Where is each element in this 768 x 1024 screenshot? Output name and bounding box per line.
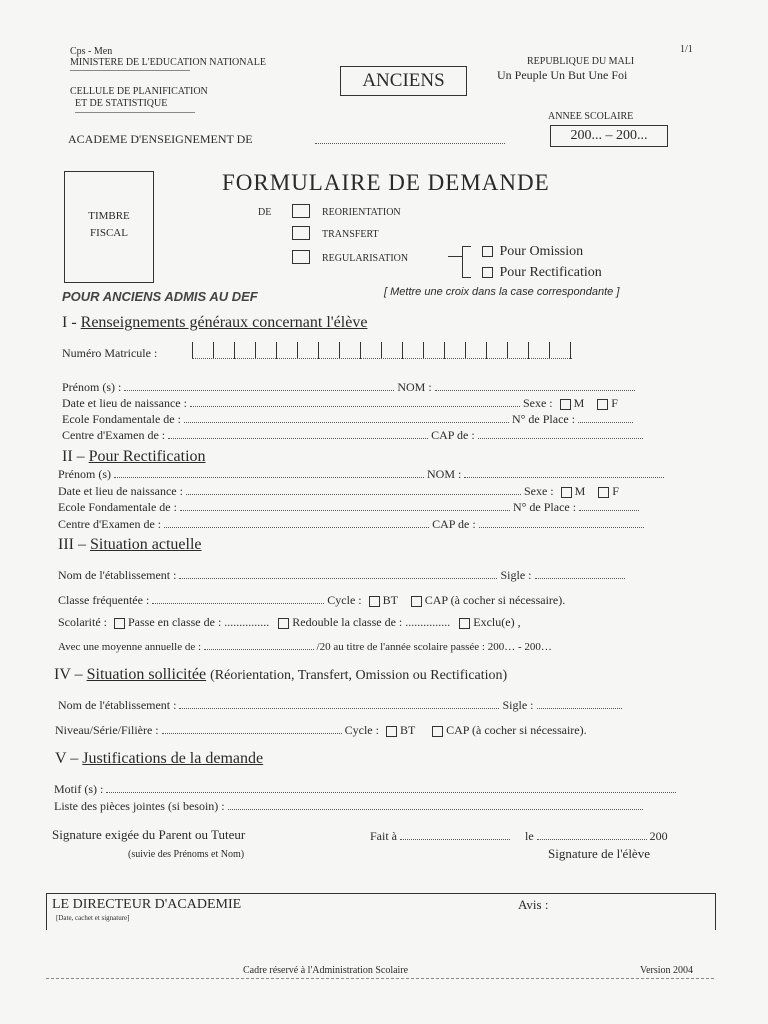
- scolarite-row: [58, 615, 521, 630]
- cadre-label: Cadre réservé à l'Administration Scolaire: [243, 965, 409, 976]
- ecole-label: Ecole Fondamentale de :: [62, 412, 181, 426]
- cycle3-cap-checkbox[interactable]: [411, 596, 422, 607]
- academie-field[interactable]: [315, 134, 505, 144]
- scolarite-label: Scolarité :: [58, 615, 107, 629]
- passe-checkbox[interactable]: [114, 618, 125, 629]
- header-cps-men: Cps - Men: [70, 46, 113, 57]
- nom-field[interactable]: [435, 381, 635, 391]
- date-lieu-row: [62, 396, 618, 411]
- motif-row: [54, 782, 676, 797]
- avis-label: Avis :: [518, 897, 549, 912]
- section4-note: (Réorientation, Transfert, Omission ou Rectification): [210, 668, 508, 683]
- sexe2-f-checkbox[interactable]: [598, 487, 609, 498]
- sexe2-m-label: M: [574, 484, 586, 498]
- rectification-label: Pour Rectification: [499, 265, 602, 280]
- no-place-field[interactable]: [578, 413, 633, 423]
- pieces-row: [54, 799, 643, 814]
- section1-num: I -: [62, 314, 77, 331]
- fait-a-label: Fait à: [370, 829, 397, 843]
- etab4-field[interactable]: [179, 699, 499, 709]
- exclu-label: Exclu(e) ,: [473, 615, 521, 629]
- no-place2-label: N° de Place :: [512, 500, 577, 514]
- version-label: Version 2004: [640, 965, 694, 976]
- section3-title: Situation actuelle: [89, 536, 202, 553]
- sexe2-f-label: F: [612, 484, 619, 498]
- header-cellule-2: ET DE STATISTIQUE: [75, 98, 168, 109]
- academie-label: ACADEME D'ENSEIGNEMENT DE: [68, 132, 253, 146]
- passe-label: Passe en classe de : ...............: [127, 615, 270, 629]
- section5-heading: [55, 750, 263, 768]
- cycle4-bt-label: BT: [399, 723, 416, 737]
- section5-title: Justifications de la demande: [82, 750, 264, 767]
- date-cachet-label: [Date, cachet et signature]: [56, 914, 130, 922]
- ecole-field[interactable]: [184, 413, 509, 423]
- sexe-m-label: M: [573, 396, 585, 410]
- moyenne-row: [58, 640, 552, 653]
- ecole2-label: Ecole Fondamentale de :: [58, 500, 177, 514]
- section3-num: III –: [58, 536, 86, 553]
- etab3-field[interactable]: [179, 569, 497, 579]
- pieces-label: Liste des pièces jointes (si besoin) :: [54, 799, 225, 813]
- date-field[interactable]: [537, 830, 647, 840]
- cycle3-bt-label: BT: [382, 593, 398, 607]
- rectification-checkbox[interactable]: [482, 267, 493, 278]
- section4-title: Situation sollicitée: [86, 666, 207, 683]
- reorientation-label: REORIENTATION: [322, 207, 401, 218]
- omission-option[interactable]: [482, 244, 583, 260]
- date-lieu2-row: [58, 484, 619, 499]
- etab4-label: Nom de l'établissement :: [58, 698, 177, 712]
- cycle4-bt-checkbox[interactable]: [386, 726, 397, 737]
- cycle3-label: Cycle :: [327, 593, 362, 607]
- signature-eleve-label: Signature de l'élève: [548, 846, 650, 861]
- annee-label: ANNEE SCOLAIRE: [548, 111, 634, 122]
- omission-checkbox[interactable]: [482, 246, 493, 257]
- prenom-label: Prénom (s) :: [62, 380, 122, 394]
- sexe-label: Sexe :: [522, 396, 553, 410]
- date-lieu-field[interactable]: [190, 397, 520, 407]
- date-lieu-label: Date et lieu de naissance :: [62, 396, 187, 410]
- sigle4-label: Sigle :: [502, 698, 534, 712]
- year-label: 200: [649, 829, 668, 843]
- motif-field[interactable]: [106, 783, 676, 793]
- nom2-field[interactable]: [464, 468, 664, 478]
- date-lieu2-field[interactable]: [186, 485, 521, 495]
- matricule-field[interactable]: [192, 342, 572, 359]
- annee-field[interactable]: 200... – 200...: [550, 125, 668, 147]
- sexe2-label: Sexe :: [523, 484, 554, 498]
- etab3-row: [58, 568, 625, 583]
- sexe-f-checkbox[interactable]: [597, 399, 608, 410]
- fait-a-row: [370, 829, 668, 844]
- sexe2-m-checkbox[interactable]: [561, 487, 572, 498]
- matricule-label: Numéro Matricule :: [62, 346, 158, 360]
- redouble-checkbox[interactable]: [278, 618, 289, 629]
- cap2-field[interactable]: [479, 518, 644, 528]
- header-republic: REPUBLIQUE DU MALI: [527, 56, 635, 67]
- fait-a-field[interactable]: [400, 830, 510, 840]
- admis-label: POUR ANCIENS ADMIS AU DEF: [62, 289, 258, 304]
- transfert-option[interactable]: [292, 224, 379, 242]
- section2-heading: [62, 448, 206, 466]
- section4-num: IV –: [54, 666, 83, 683]
- header-cellule-1: CELLULE DE PLANIFICATION: [70, 86, 208, 97]
- suivie-label: (suivie des Prénoms et Nom): [128, 849, 245, 860]
- moyenne-field[interactable]: [204, 640, 314, 650]
- form-title: FORMULAIRE DE DEMANDE: [222, 170, 550, 195]
- section2-title: Pour Rectification: [88, 448, 206, 465]
- centre2-field[interactable]: [164, 518, 429, 528]
- prenom-field[interactable]: [124, 381, 394, 391]
- no-place2-field[interactable]: [579, 501, 639, 511]
- timbre-line1: TIMBRE: [88, 210, 130, 222]
- regularisation-option[interactable]: [292, 248, 408, 266]
- niveau-label: Niveau/Série/Filière :: [55, 723, 159, 737]
- sigle4-field[interactable]: [537, 699, 622, 709]
- regularisation-checkbox[interactable]: [292, 250, 310, 264]
- category-label: ANCIENS: [362, 70, 445, 91]
- signature-parent-label: Signature exigée du Parent ou Tuteur: [52, 827, 246, 842]
- niveau-field[interactable]: [162, 724, 342, 734]
- timbre-line2: FISCAL: [90, 227, 128, 239]
- timbre-fiscal-box: [64, 171, 154, 283]
- cycle4-cap-checkbox[interactable]: [432, 726, 443, 737]
- le-label: le: [525, 829, 534, 843]
- redouble-label: Redouble la classe de : ...............: [292, 615, 451, 629]
- section2-num: II –: [62, 448, 85, 465]
- cycle4-label: Cycle :: [344, 723, 379, 737]
- centre2-label: Centre d'Examen de :: [58, 517, 162, 531]
- no-place-label: N° de Place :: [511, 412, 576, 426]
- centre-field[interactable]: [168, 429, 428, 439]
- classe-label: Classe fréquentée :: [58, 593, 150, 607]
- moyenne-label: Avec une moyenne annuelle de :: [58, 641, 202, 653]
- centre-row: [62, 428, 643, 443]
- date-lieu2-label: Date et lieu de naissance :: [58, 484, 183, 498]
- niveau-row: [55, 723, 587, 738]
- cap2-label: CAP de :: [432, 517, 476, 531]
- ecole2-field[interactable]: [180, 501, 510, 511]
- prenom-row: [62, 380, 635, 395]
- reorientation-option[interactable]: [292, 202, 401, 220]
- prenom2-label: Prénom (s): [58, 467, 111, 481]
- page-mark: 1/1: [680, 44, 693, 55]
- centre2-row: [58, 517, 644, 532]
- ecole2-row: [58, 500, 639, 515]
- exclu-checkbox[interactable]: [459, 618, 470, 629]
- prenom2-row: [58, 467, 664, 482]
- sexe-f-label: F: [611, 396, 618, 410]
- section4-heading: [54, 666, 507, 684]
- de-label: DE: [258, 207, 272, 218]
- cap-field[interactable]: [478, 429, 643, 439]
- category-box: [340, 66, 467, 96]
- section5-num: V –: [55, 750, 79, 767]
- section1-title: Renseignements généraux concernant l'élève: [80, 314, 368, 331]
- motif-label: Motif (s) :: [54, 782, 104, 796]
- sigle3-label: Sigle :: [500, 568, 532, 582]
- instruction-note: [ Mettre une croix dans la case correspondante ]: [384, 286, 620, 298]
- moyenne-suffix: /20 au titre de l'année scolaire passée : 200… - 200…: [316, 641, 552, 653]
- regularisation-label: REGULARISATION: [322, 253, 409, 264]
- transfert-label: TRANSFERT: [322, 229, 379, 240]
- rectification-option[interactable]: [482, 265, 602, 281]
- cap-label: CAP de :: [431, 428, 475, 442]
- cycle4-cap-label: CAP (à cocher si nécessaire).: [446, 723, 587, 737]
- section3-heading: [58, 536, 202, 554]
- ecole-row: [62, 412, 633, 427]
- sigle3-field[interactable]: [535, 569, 625, 579]
- centre-label: Centre d'Examen de :: [62, 428, 166, 442]
- cycle3-cap-label: CAP (à cocher si nécessaire).: [424, 593, 566, 607]
- header-motto: Un Peuple Un But Une Foi: [497, 68, 628, 82]
- nom2-label: NOM :: [427, 467, 462, 481]
- etab4-row: [58, 698, 622, 713]
- etab3-label: Nom de l'établissement :: [58, 568, 177, 582]
- classe-row: [58, 593, 565, 608]
- sexe-m-checkbox[interactable]: [560, 399, 571, 410]
- section1-heading: [62, 314, 367, 332]
- omission-label: Pour Omission: [499, 244, 584, 259]
- prenom2-field[interactable]: [114, 468, 424, 478]
- header-ministry: MINISTERE DE L'EDUCATION NATIONALE: [70, 57, 266, 68]
- transfert-checkbox[interactable]: [292, 226, 310, 240]
- reorientation-checkbox[interactable]: [292, 204, 310, 218]
- nom-label: NOM :: [397, 380, 432, 394]
- directeur-label: LE DIRECTEUR D'ACADEMIE: [52, 897, 242, 912]
- classe-field[interactable]: [152, 594, 324, 604]
- pieces-field[interactable]: [228, 800, 643, 810]
- cycle3-bt-checkbox[interactable]: [369, 596, 380, 607]
